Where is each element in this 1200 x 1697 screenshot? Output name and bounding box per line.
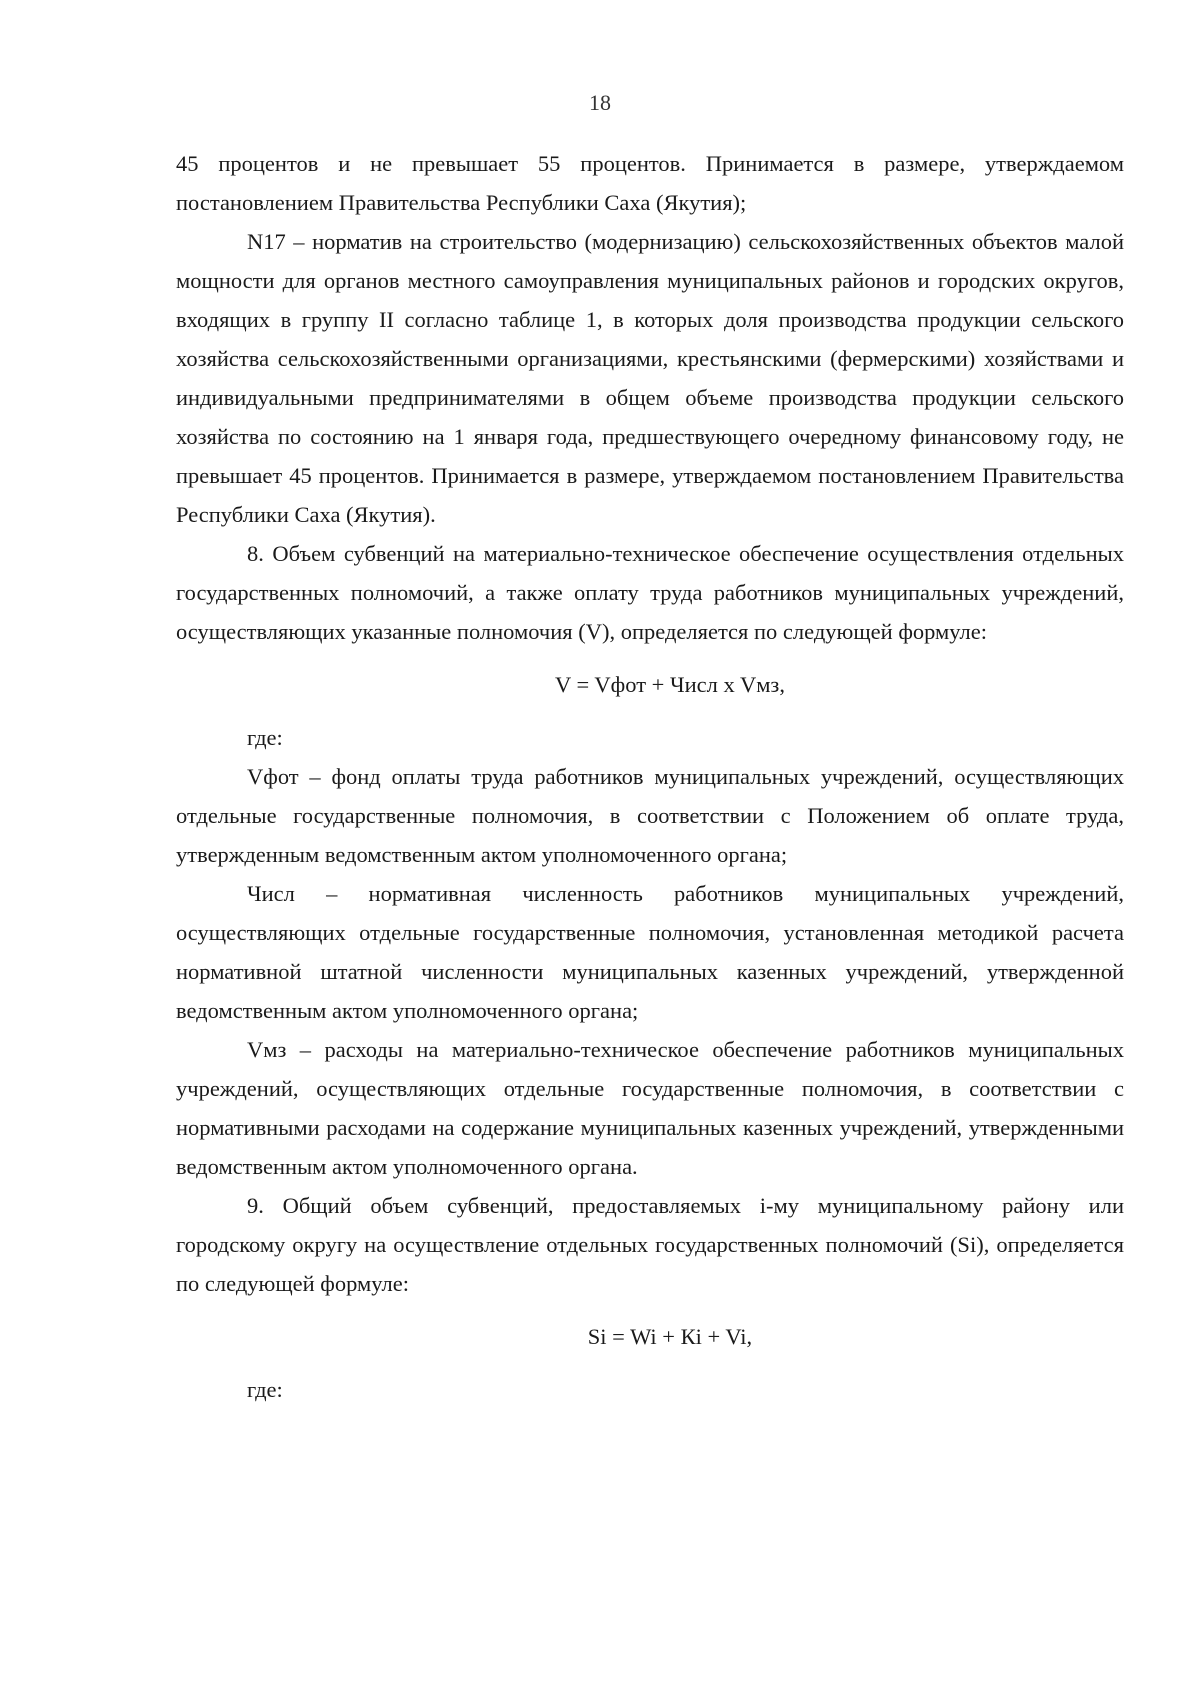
formula-si: Si = Wi + Кi + Vi, (587, 1324, 753, 1349)
formula-v: V = Vфот + Числ x Vмз, (555, 672, 785, 697)
document-body (176, 144, 1124, 1409)
where-label: где: (247, 725, 283, 750)
page-number: 18 (589, 90, 611, 115)
paragraph-vmz-definition: Vмз – расходы на материально-техническое обеспечение работников муниципальных учреждений, осуществляющих отдельные государственные полномочия, в соответствии с нормативными расходами на содержание муниципальных казенных учреждений, утвержденными ведомственным актом уполномоченного органа. (176, 1037, 1124, 1179)
paragraph-item-8: 8. Объем субвенций на материально-техническое обеспечение осуществления отдельных государственных полномочий, а также оплату труда работников муниципальных учреждений, осуществляющих указанные полномочия (V), определяется по следующей формуле: (176, 541, 1124, 644)
paragraph-chisl-definition: Числ – нормативная численность работников муниципальных учреждений, осуществляющих отдельные государственные полномочия, установленная методикой расчета нормативной штатной численности муниципальных казенных учреждений, утвержденной ведомственным актом уполномоченного органа; (176, 881, 1124, 1023)
paragraph-continuation: 45 процентов и не превышает 55 процентов. Принимается в размере, утверждаемом постановлением Правительства Республики Саха (Якутия); (176, 151, 1124, 215)
paragraph-item-9: 9. Общий объем субвенций, предоставляемых i-му муниципальному району или городскому округу на осуществление отдельных государственных полномочий (Si), определяется по следующей формуле: (176, 1193, 1124, 1296)
where-label: где: (247, 1377, 283, 1402)
paragraph-n17-definition: N17 – норматив на строительство (модернизацию) сельскохозяйственных объектов малой мощности для органов местного самоуправления муниципальных районов и городских округов, входящих в группу II согласно таблице 1, в которых доля производства продукции сельского хозяйства сельскохозяйственными организациями, крестьянскими (фермерскими) хозяйствами и индивидуальными предпринимателями в общем объеме производства продукции сельского хозяйства по состоянию на 1 января года, предшествующего очередному финансовому году, не превышает 45 процентов. Принимается в размере, утверждаемом постановлением Правительства Республики Саха (Якутия). (176, 229, 1124, 527)
paragraph-vfot-definition: Vфот – фонд оплаты труда работников муниципальных учреждений, осуществляющих отдельные государственные полномочия, в соответствии с Положением об оплате труда, утвержденным ведомственным актом уполномоченного органа; (176, 764, 1124, 867)
